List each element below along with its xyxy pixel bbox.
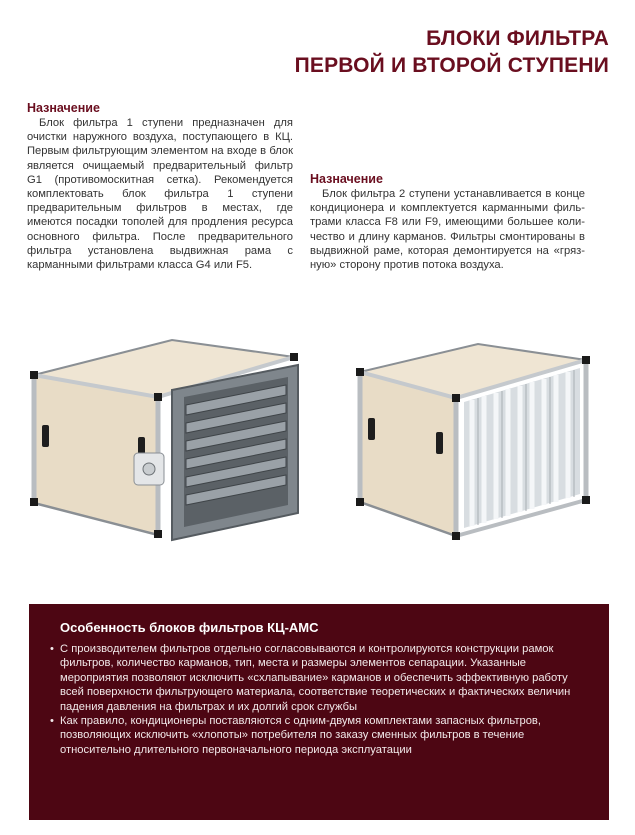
filter-unit-stage-1-image <box>22 335 307 550</box>
features-bullet-2: • Как правило, кондиционеры поставляются с одним-двумя комплектами запасных фильтров, позволяющих исключить «хлопоты» потребителя по заказу сменных фильтров в течение относительно длительного первоначального периода эксплуатации <box>50 714 590 757</box>
features-bullet-1: • С производителем фильтров отдельно согласовываются и контролируются конструкции рамок фильтров, количество карманов, тип, места и размеры элементов сепарации. Указанные мероприятия позволяют исключить «схлапывание» карманов и обеспечить эффективную работу всей поверхности фильтрующего материала, соответствие теоретических и фактических величин падения давления на фильтрах и их долгий срок службы <box>50 642 590 714</box>
section-heading: Назначение <box>310 172 383 186</box>
features-list <box>50 642 590 757</box>
features-banner <box>29 604 609 820</box>
section-stage-2 <box>310 172 585 272</box>
features-heading: Особенность блоков фильтров КЦ-АМС <box>60 620 319 635</box>
filter-unit-stage-2-image <box>348 340 596 550</box>
section-stage-1 <box>27 101 293 272</box>
title-line-1: БЛОКИ ФИЛЬТРА <box>426 27 609 50</box>
section-body: Блок фильтра 1 ступени предназначен для очистки наружного воздуха, поступающего в КЦ. Первым фильтрующим элементом на входе в блок является очищаемый предварительный фильтр G1 (противомоскитная сетка). Рекомендуется комплектовать блок фильтра 1 ступени предварительным фильтров в местах, где имеются посадки тополей для продления ресурса основного фильтра. После предварительного фильтра установлена выдвижная рама с карманными фильтрами класса G4 или F5. <box>27 117 293 272</box>
section-heading: Назначение <box>27 101 100 115</box>
page-title <box>295 25 609 79</box>
section-body: Блок фильтра 2 ступени устанавливается в конце кондиционера и комплектуется карманными фильтрами класса F8 или F9, имеющими большее количество и длину карманов. Фильтры смонтированы в выдвижной раме, которая демонтируется на «грязную» сторону против потока воздуха. <box>310 188 585 272</box>
title-line-2: ПЕРВОЙ И ВТОРОЙ СТУПЕНИ <box>294 54 609 77</box>
